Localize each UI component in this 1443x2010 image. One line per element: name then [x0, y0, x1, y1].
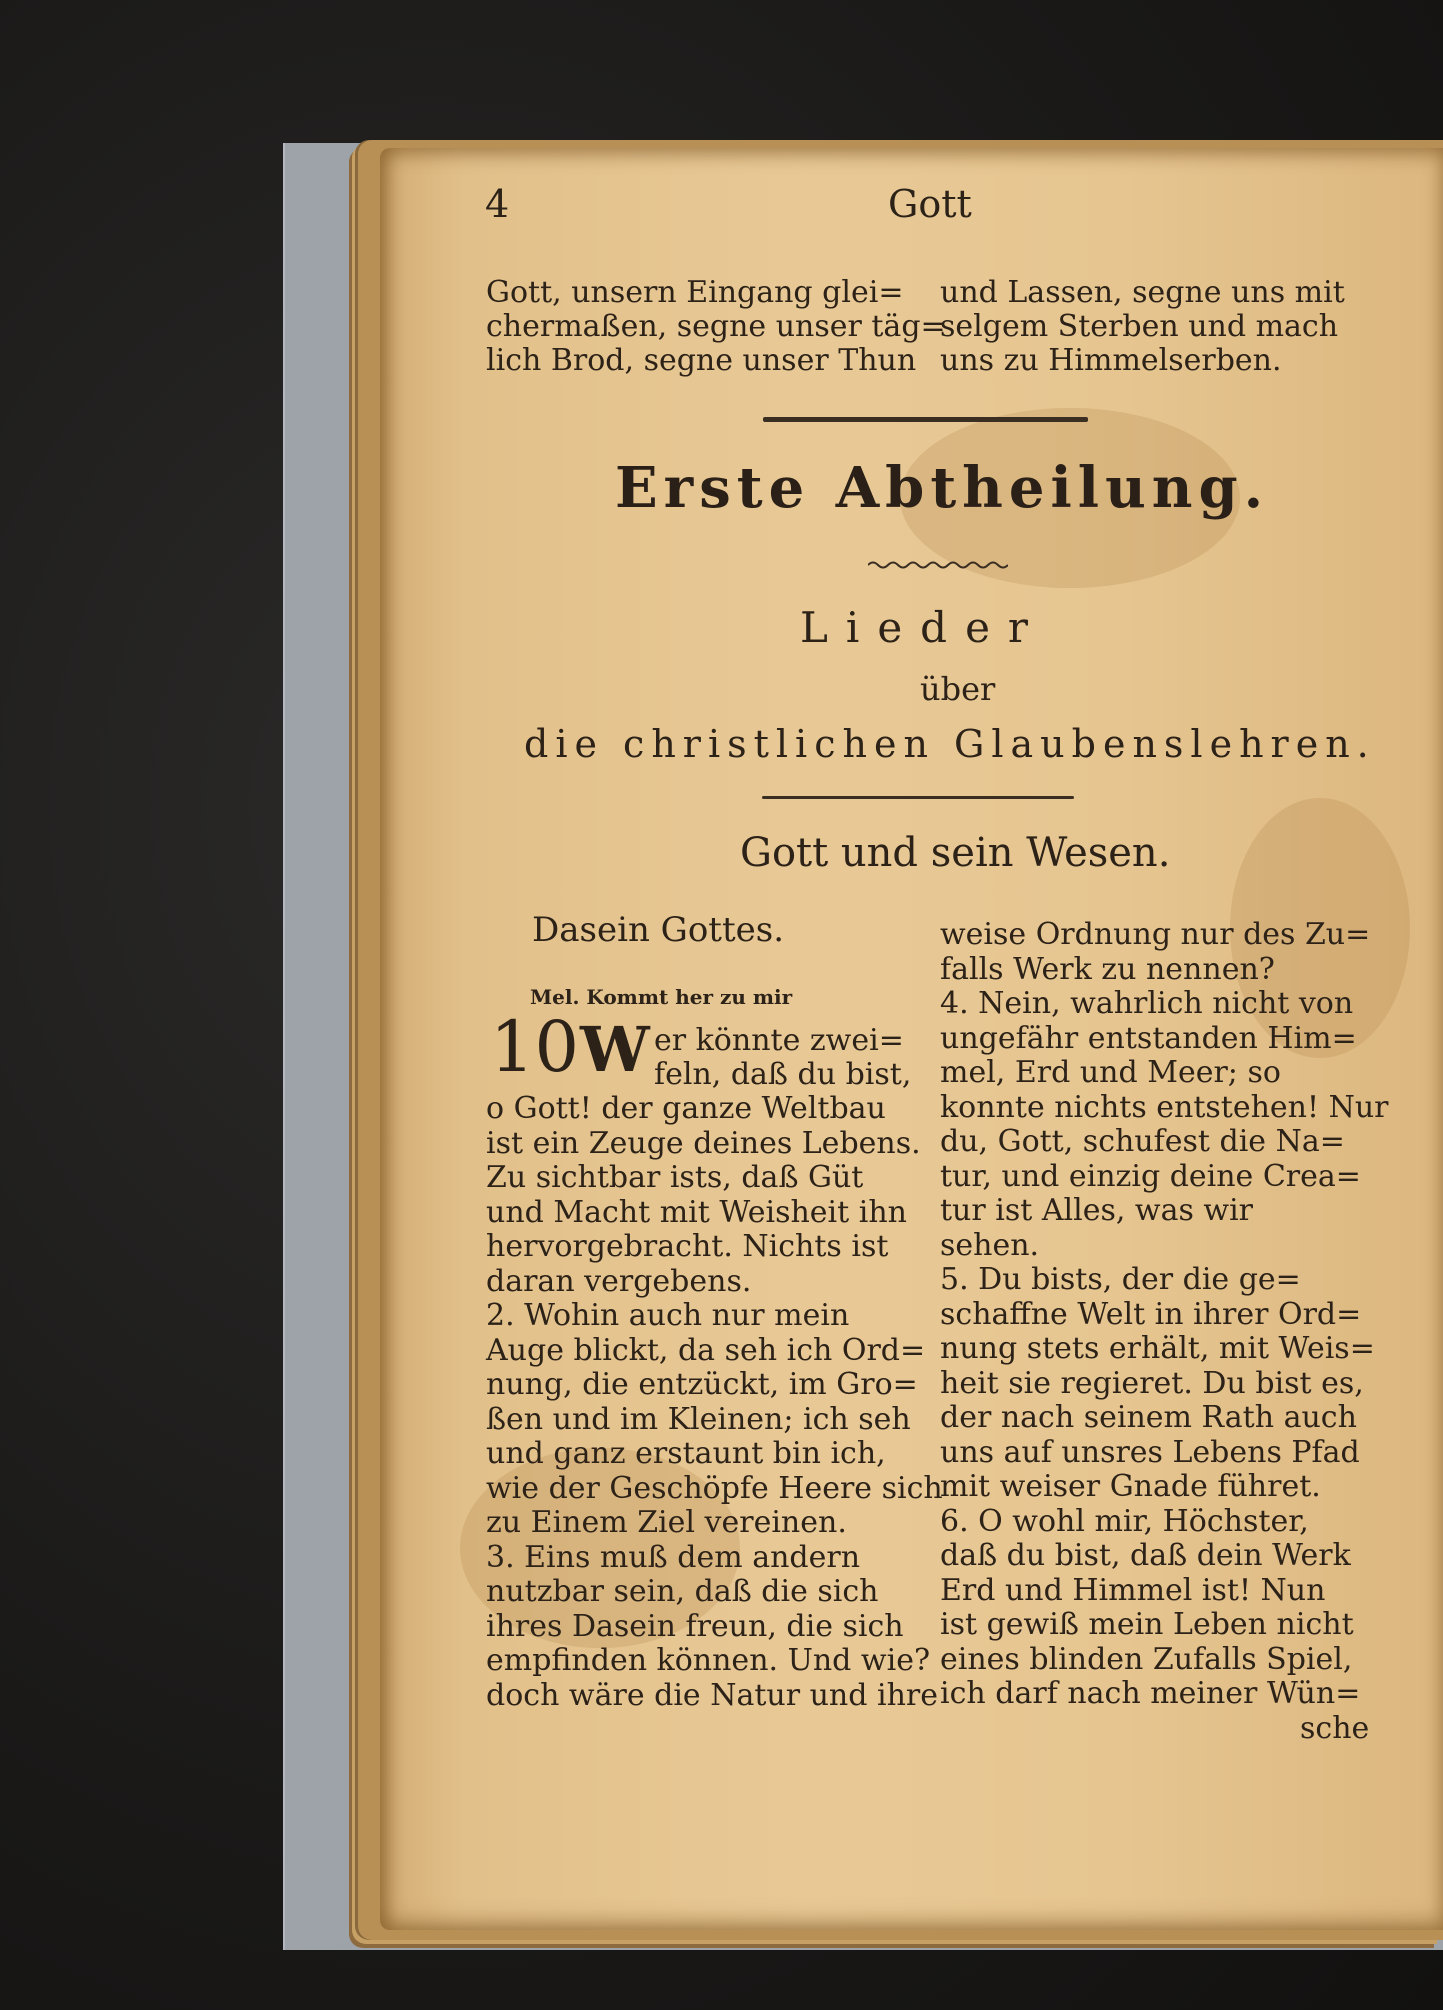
- hymn-line: sehen.: [940, 1227, 1040, 1263]
- hymn-line: heit sie regieret. Du bist es,: [940, 1365, 1364, 1401]
- page-number: 4: [485, 182, 510, 226]
- subtitle-lieder: Lieder: [800, 603, 1046, 652]
- hymn-line: doch wäre die Natur und ihre: [486, 1677, 938, 1713]
- hymn-line: schaffne Welt in ihrer Ord=: [940, 1296, 1362, 1332]
- hymn-line: nutzbar sein, daß die sich: [486, 1574, 879, 1609]
- hymn-number: 10: [490, 1006, 580, 1088]
- hymn-line: wie der Geschöpfe Heere sich: [486, 1470, 943, 1506]
- hymn-line: ist ein Zeuge deines Lebens.: [486, 1125, 921, 1161]
- hymn-line: du, Gott, schufest die Na=: [940, 1124, 1345, 1159]
- hymn-line: weise Ordnung nur des Zu=: [940, 917, 1371, 952]
- hymn-line: 4. Nein, wahrlich nicht von: [940, 986, 1354, 1021]
- hymn-line: daß du bist, daß dein Werk: [940, 1538, 1351, 1573]
- hymn-line: ßen und im Kleinen; ich seh: [486, 1401, 911, 1437]
- hymn-line: tur, und einzig deine Crea=: [940, 1158, 1361, 1194]
- hymn-line: Zu sichtbar ists, daß Güt: [486, 1160, 864, 1195]
- hymn-line: 6. O wohl mir, Höchster,: [940, 1503, 1309, 1539]
- hymn-line: ist gewiß mein Leben nicht: [940, 1607, 1354, 1642]
- hymn-line: mel, Erd und Meer; so: [940, 1055, 1281, 1090]
- hymn-line: und Macht mit Weisheit ihn: [486, 1194, 907, 1230]
- hymn-line: der nach seinem Rath auch: [940, 1400, 1357, 1435]
- hymn-line: mit weiser Gnade führet.: [940, 1469, 1321, 1504]
- prayer-line: chermaßen, segne unser täg=: [486, 309, 946, 344]
- hymn-line: ihres Dasein freun, die sich: [486, 1608, 904, 1644]
- hymn-line: Auge blickt, da seh ich Ord=: [486, 1332, 926, 1368]
- prayer-line: Gott, unsern Eingang glei=: [486, 275, 904, 310]
- hymn-line: er könnte zwei=: [654, 1023, 904, 1058]
- hymn-line: tur ist Alles, was wir: [940, 1193, 1254, 1228]
- divider-rule: [762, 796, 1074, 799]
- hymn-line: o Gott! der ganze Weltbau: [486, 1091, 886, 1126]
- hymn-line: sche: [1300, 1710, 1370, 1746]
- hymn-line: eines blinden Zufalls Spiel,: [940, 1641, 1353, 1677]
- hymn-line: daran vergebens.: [486, 1263, 752, 1299]
- hymn-line: uns auf unsres Lebens Pfad: [940, 1434, 1360, 1470]
- hymn-line: 5. Du bists, der die ge=: [940, 1262, 1301, 1297]
- prayer-line: und Lassen, segne uns mit: [940, 275, 1345, 310]
- hymn-line: ich darf nach meiner Wün=: [940, 1676, 1361, 1711]
- prayer-line: lich Brod, segne unser Thun: [486, 343, 917, 378]
- divider-rule: [763, 417, 1088, 422]
- hymn-line: zu Einem Ziel vereinen.: [486, 1505, 847, 1540]
- melody-note: Mel. Kommt her zu mir: [530, 985, 793, 1009]
- wavy-ornament: [868, 558, 1008, 572]
- hymn-line: empfinden können. Und wie?: [486, 1643, 931, 1678]
- section-title: Gott und sein Wesen.: [740, 830, 1171, 876]
- hymn-line: feln, daß du bist,: [654, 1057, 912, 1092]
- hymn-line: nung stets erhält, mit Weis=: [940, 1331, 1375, 1366]
- subtitle-ueber: über: [920, 670, 996, 708]
- drop-cap: W: [580, 1013, 650, 1086]
- prayer-line: selgem Sterben und mach: [940, 309, 1339, 344]
- hymn-line: ungefähr entstanden Him=: [940, 1020, 1357, 1056]
- hymn-line: und ganz erstaunt bin ich,: [486, 1436, 886, 1471]
- prayer-line: uns zu Himmelserben.: [940, 343, 1282, 378]
- hymn-line: hervorgebracht. Nichts ist: [486, 1229, 889, 1264]
- hymn-line: 2. Wohin auch nur mein: [486, 1298, 850, 1333]
- hymn-title: Dasein Gottes.: [532, 910, 785, 950]
- hymn-line: konnte nichts entstehen! Nur: [940, 1089, 1389, 1125]
- part-title: Erste Abtheilung.: [615, 455, 1270, 521]
- hymn-line: Erd und Himmel ist! Nun: [940, 1572, 1326, 1608]
- hymn-line: falls Werk zu nennen?: [940, 951, 1275, 987]
- subtitle-glaubenslehren: die christlichen Glaubenslehren.: [524, 722, 1376, 766]
- hymn-line: 3. Eins muß dem andern: [486, 1539, 861, 1575]
- hymn-line: nung, die entzückt, im Gro=: [486, 1367, 918, 1402]
- running-header: Gott: [888, 182, 972, 226]
